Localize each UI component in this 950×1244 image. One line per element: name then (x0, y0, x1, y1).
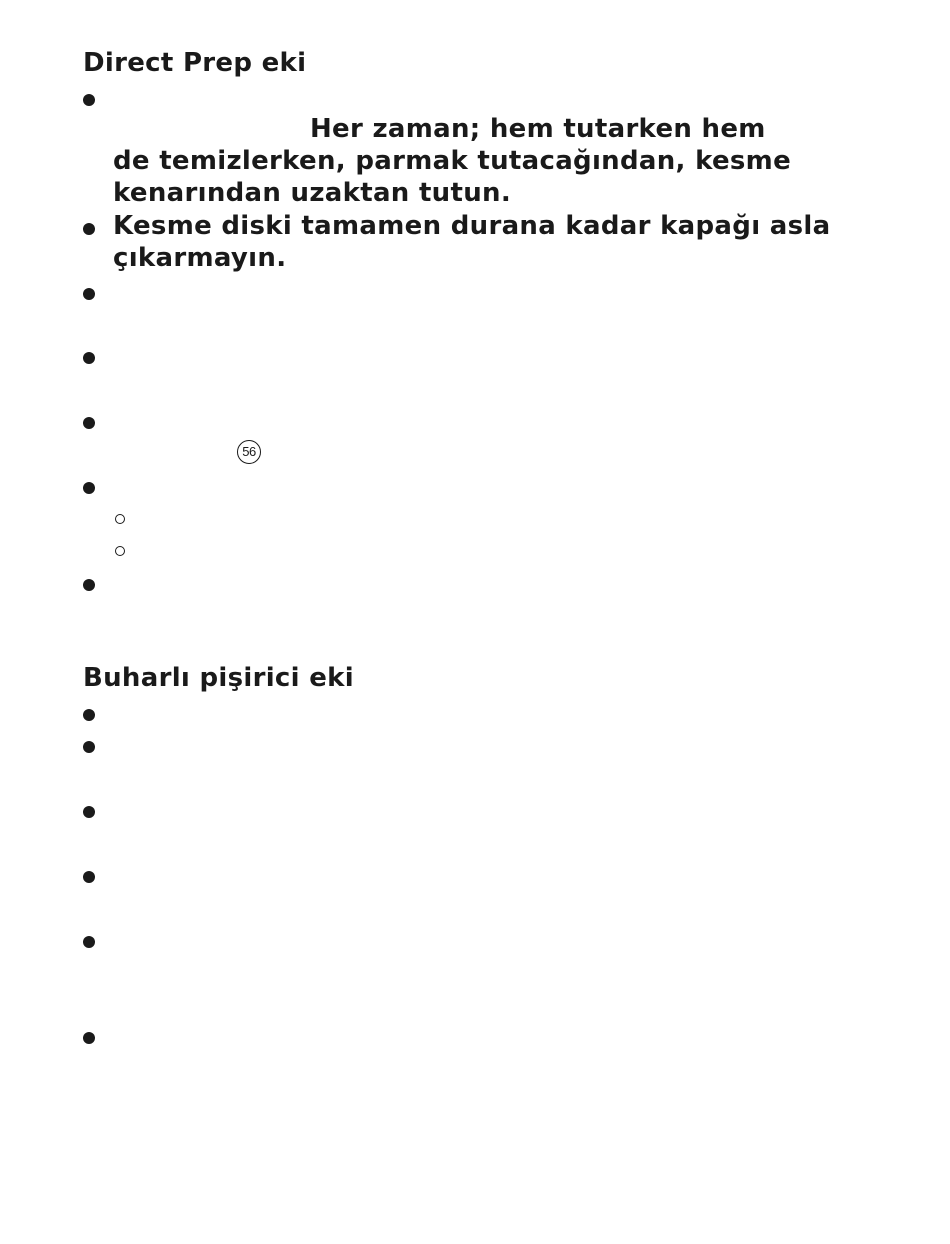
bullet-dot (83, 482, 95, 494)
bullet-text-line: kenarından uzaktan tutun. (113, 178, 512, 208)
bullet-dot (83, 288, 95, 300)
bullet-dot (83, 741, 95, 753)
bullet-text-line: de temizlerken, parmak tutacağından, kesme (113, 146, 792, 176)
bullet-dot (83, 579, 95, 591)
bullet-text-line: Her zaman; hem tutarken hem (310, 114, 766, 144)
section-title-steamer: Buharlı pişirici eki (83, 663, 354, 693)
bullet-dot (83, 94, 95, 106)
bullet-dot (83, 709, 95, 721)
bullet-dot (83, 871, 95, 883)
bullet-dot (83, 417, 95, 429)
bullet-dot (83, 806, 95, 818)
bullet-dot (83, 223, 95, 235)
bullet-dot (83, 352, 95, 364)
bullet-dot (83, 1032, 95, 1044)
bullet-text-line: çıkarmayın. (113, 243, 287, 273)
sub-bullet-circle (115, 514, 125, 524)
bullet-dot (83, 936, 95, 948)
section-title-direct-prep: Direct Prep eki (83, 48, 307, 78)
figure-reference-badge: 56 (237, 440, 261, 464)
bullet-text-line: Kesme diski tamamen durana kadar kapağı asla (113, 211, 831, 241)
sub-bullet-circle (115, 546, 125, 556)
